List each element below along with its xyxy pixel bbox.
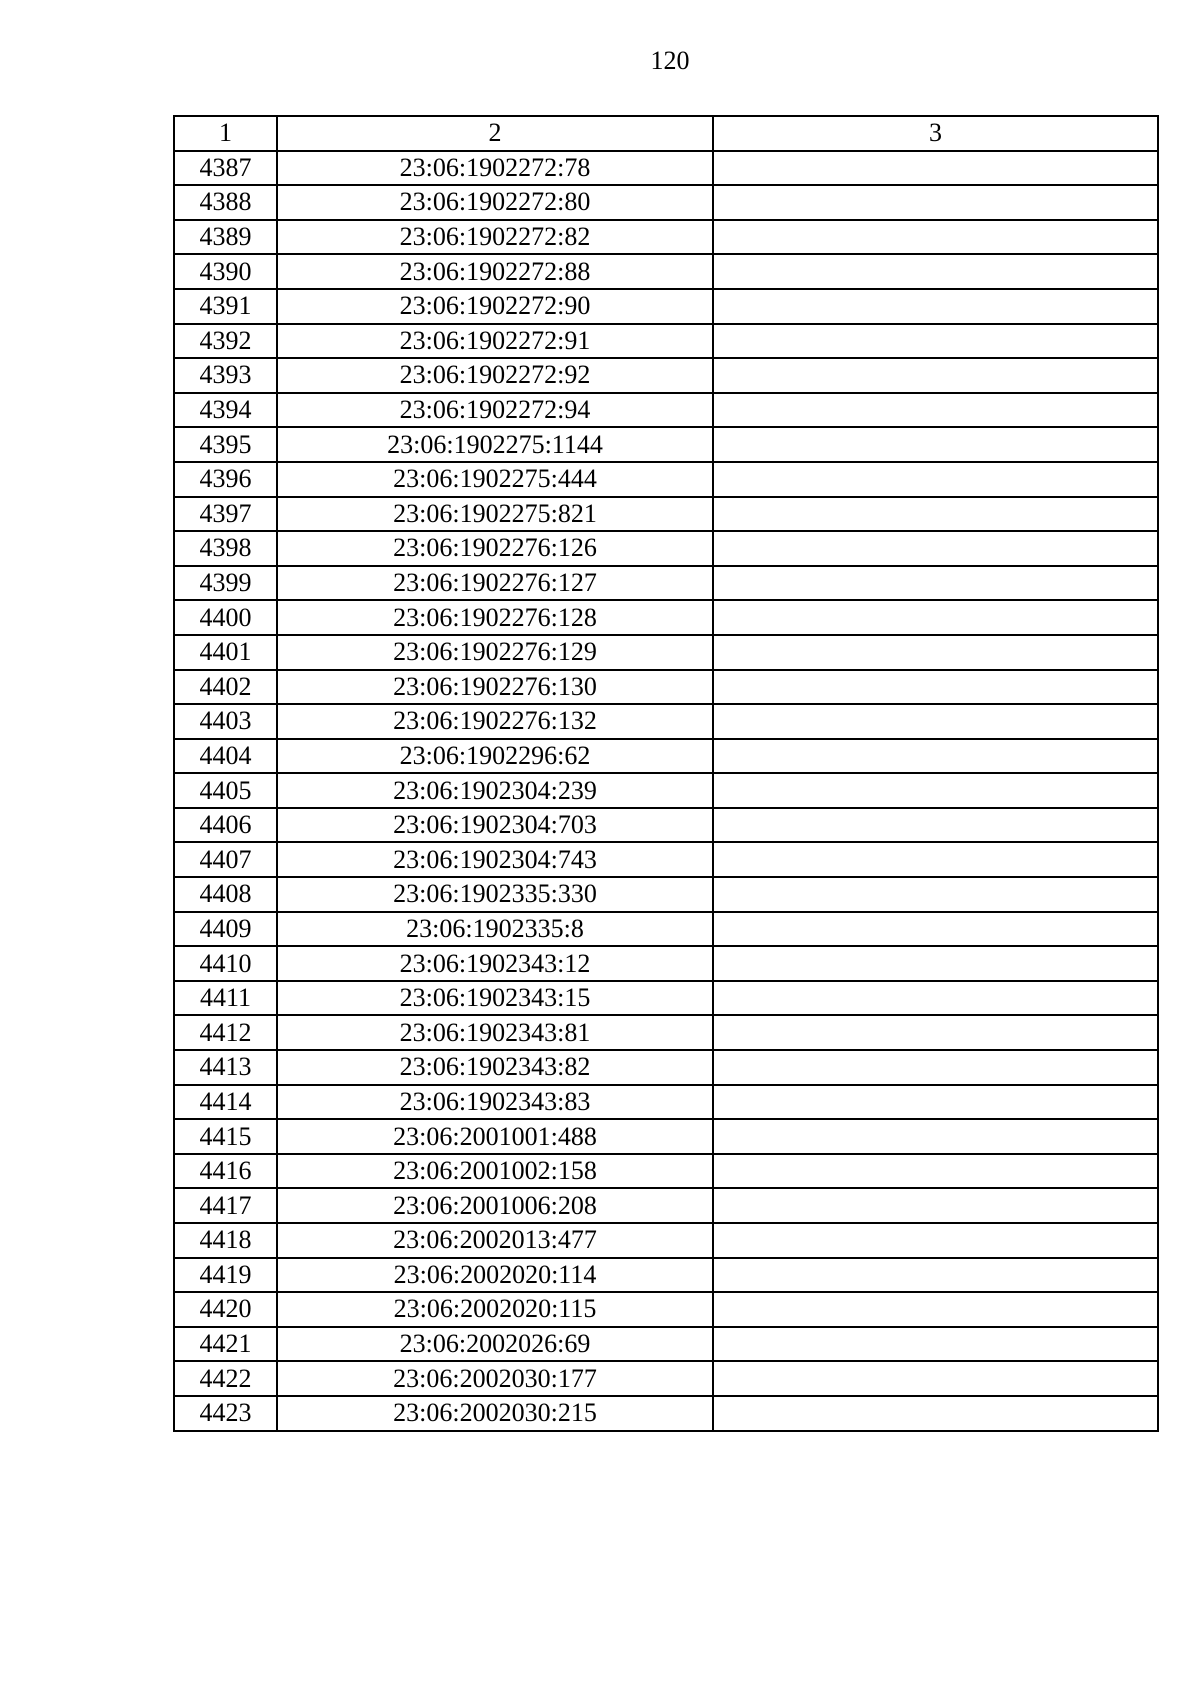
table-row — [174, 1154, 1158, 1189]
cadastral-number-cell: 23:06:1902335:330 — [277, 877, 713, 912]
note-cell — [713, 1015, 1158, 1050]
note-cell — [713, 912, 1158, 947]
note-cell — [713, 1223, 1158, 1258]
cadastral-number-cell: 23:06:1902272:88 — [277, 254, 713, 289]
table-row — [174, 220, 1158, 255]
table-row — [174, 254, 1158, 289]
row-number-cell: 4417 — [174, 1188, 277, 1223]
table-row — [174, 151, 1158, 186]
cadastral-number-cell: 23:06:2002020:115 — [277, 1292, 713, 1327]
cadastral-number-cell: 23:06:1902304:743 — [277, 842, 713, 877]
table-row — [174, 1119, 1158, 1154]
note-cell — [713, 773, 1158, 808]
table-row — [174, 497, 1158, 532]
note-cell — [713, 842, 1158, 877]
note-cell — [713, 1292, 1158, 1327]
table-row — [174, 1292, 1158, 1327]
cadastral-number-cell: 23:06:1902343:15 — [277, 981, 713, 1016]
row-number-cell: 4406 — [174, 808, 277, 843]
table-row — [174, 1015, 1158, 1050]
note-cell — [713, 254, 1158, 289]
cadastral-number-cell: 23:06:1902335:8 — [277, 912, 713, 947]
note-cell — [713, 1258, 1158, 1293]
note-cell — [713, 185, 1158, 220]
page-number: 120 — [650, 46, 690, 75]
note-cell — [713, 1396, 1158, 1431]
row-number-cell: 4390 — [174, 254, 277, 289]
note-cell — [713, 324, 1158, 359]
cadastral-number-cell: 23:06:2002013:477 — [277, 1223, 713, 1258]
cadastral-number-cell: 23:06:1902272:82 — [277, 220, 713, 255]
header-row — [174, 116, 1158, 151]
table-row — [174, 808, 1158, 843]
cadastral-number-cell: 23:06:1902276:127 — [277, 566, 713, 601]
table-row — [174, 289, 1158, 324]
table-row — [174, 531, 1158, 566]
table-row — [174, 773, 1158, 808]
row-number-cell: 4391 — [174, 289, 277, 324]
table-row — [174, 1085, 1158, 1120]
note-cell — [713, 739, 1158, 774]
cadastral-number-cell: 23:06:1902304:703 — [277, 808, 713, 843]
table-row — [174, 427, 1158, 462]
note-cell — [713, 808, 1158, 843]
row-number-cell: 4399 — [174, 566, 277, 601]
cadastral-number-cell: 23:06:2001001:488 — [277, 1119, 713, 1154]
note-cell — [713, 1327, 1158, 1362]
table-body — [174, 151, 1158, 1431]
row-number-cell: 4389 — [174, 220, 277, 255]
row-number-cell: 4407 — [174, 842, 277, 877]
row-number-cell: 4401 — [174, 635, 277, 670]
row-number-cell: 4405 — [174, 773, 277, 808]
table-row — [174, 1050, 1158, 1085]
row-number-cell: 4408 — [174, 877, 277, 912]
table-row — [174, 912, 1158, 947]
row-number-cell: 4422 — [174, 1361, 277, 1396]
cadastral-number-cell: 23:06:1902272:90 — [277, 289, 713, 324]
note-cell — [713, 1050, 1158, 1085]
cadastral-number-cell: 23:06:1902343:12 — [277, 946, 713, 981]
row-number-cell: 4387 — [174, 151, 277, 186]
row-number-cell: 4404 — [174, 739, 277, 774]
cadastral-number-cell: 23:06:1902276:129 — [277, 635, 713, 670]
row-number-cell: 4392 — [174, 324, 277, 359]
note-cell — [713, 289, 1158, 324]
row-number-cell: 4403 — [174, 704, 277, 739]
table-row — [174, 600, 1158, 635]
table-row — [174, 566, 1158, 601]
note-cell — [713, 1361, 1158, 1396]
cadastral-number-cell: 23:06:1902272:80 — [277, 185, 713, 220]
cadastral-number-cell: 23:06:2002020:114 — [277, 1258, 713, 1293]
note-cell — [713, 1119, 1158, 1154]
row-number-cell: 4397 — [174, 497, 277, 532]
table-row — [174, 393, 1158, 428]
table-row — [174, 1327, 1158, 1362]
cadastral-number-cell: 23:06:2001002:158 — [277, 1154, 713, 1189]
cadastral-number-cell: 23:06:1902275:1144 — [277, 427, 713, 462]
row-number-cell: 4388 — [174, 185, 277, 220]
header-cell-2: 2 — [277, 116, 713, 151]
table-row — [174, 1188, 1158, 1223]
table-row — [174, 1223, 1158, 1258]
note-cell — [713, 358, 1158, 393]
table-row — [174, 842, 1158, 877]
note-cell — [713, 1085, 1158, 1120]
table-row — [174, 358, 1158, 393]
table-row — [174, 635, 1158, 670]
note-cell — [713, 1188, 1158, 1223]
row-number-cell: 4396 — [174, 462, 277, 497]
cadastral-number-cell: 23:06:2002030:177 — [277, 1361, 713, 1396]
row-number-cell: 4393 — [174, 358, 277, 393]
row-number-cell: 4394 — [174, 393, 277, 428]
row-number-cell: 4395 — [174, 427, 277, 462]
row-number-cell: 4413 — [174, 1050, 277, 1085]
row-number-cell: 4412 — [174, 1015, 277, 1050]
note-cell — [713, 220, 1158, 255]
note-cell — [713, 670, 1158, 705]
cadastral-number-cell: 23:06:1902276:130 — [277, 670, 713, 705]
note-cell — [713, 877, 1158, 912]
note-cell — [713, 427, 1158, 462]
cadastral-number-cell: 23:06:2002026:69 — [277, 1327, 713, 1362]
cadastral-number-cell: 23:06:1902272:78 — [277, 151, 713, 186]
table-row — [174, 1258, 1158, 1293]
table-row — [174, 946, 1158, 981]
cadastral-number-cell: 23:06:2002030:215 — [277, 1396, 713, 1431]
note-cell — [713, 946, 1158, 981]
note-cell — [713, 981, 1158, 1016]
row-number-cell: 4421 — [174, 1327, 277, 1362]
cadastral-number-cell: 23:06:1902272:92 — [277, 358, 713, 393]
registry-table — [173, 115, 1159, 1432]
note-cell — [713, 462, 1158, 497]
cadastral-number-cell: 23:06:1902276:132 — [277, 704, 713, 739]
header-cell-3: 3 — [713, 116, 1158, 151]
row-number-cell: 4398 — [174, 531, 277, 566]
row-number-cell: 4411 — [174, 981, 277, 1016]
cadastral-number-cell: 23:06:1902343:83 — [277, 1085, 713, 1120]
row-number-cell: 4418 — [174, 1223, 277, 1258]
cadastral-number-cell: 23:06:1902296:62 — [277, 739, 713, 774]
row-number-cell: 4400 — [174, 600, 277, 635]
note-cell — [713, 566, 1158, 601]
table-row — [174, 704, 1158, 739]
cadastral-number-cell: 23:06:1902275:821 — [277, 497, 713, 532]
row-number-cell: 4402 — [174, 670, 277, 705]
cadastral-number-cell: 23:06:1902304:239 — [277, 773, 713, 808]
note-cell — [713, 531, 1158, 566]
cadastral-number-cell: 23:06:1902276:126 — [277, 531, 713, 566]
table-row — [174, 670, 1158, 705]
row-number-cell: 4410 — [174, 946, 277, 981]
note-cell — [713, 600, 1158, 635]
cadastral-number-cell: 23:06:1902272:91 — [277, 324, 713, 359]
note-cell — [713, 704, 1158, 739]
table-header — [174, 116, 1158, 151]
note-cell — [713, 497, 1158, 532]
table-row — [174, 1361, 1158, 1396]
table-row — [174, 981, 1158, 1016]
cadastral-number-cell: 23:06:1902275:444 — [277, 462, 713, 497]
cadastral-number-cell: 23:06:1902276:128 — [277, 600, 713, 635]
row-number-cell: 4414 — [174, 1085, 277, 1120]
row-number-cell: 4409 — [174, 912, 277, 947]
table-row — [174, 462, 1158, 497]
row-number-cell: 4415 — [174, 1119, 277, 1154]
note-cell — [713, 635, 1158, 670]
table-row — [174, 1396, 1158, 1431]
row-number-cell: 4419 — [174, 1258, 277, 1293]
note-cell — [713, 151, 1158, 186]
table-row — [174, 185, 1158, 220]
table-row — [174, 739, 1158, 774]
row-number-cell: 4423 — [174, 1396, 277, 1431]
table-row — [174, 877, 1158, 912]
cadastral-number-cell: 23:06:1902343:82 — [277, 1050, 713, 1085]
note-cell — [713, 1154, 1158, 1189]
cadastral-number-cell: 23:06:1902272:94 — [277, 393, 713, 428]
cadastral-number-cell: 23:06:1902343:81 — [277, 1015, 713, 1050]
cadastral-number-cell: 23:06:2001006:208 — [277, 1188, 713, 1223]
note-cell — [713, 393, 1158, 428]
table-row — [174, 324, 1158, 359]
header-cell-1: 1 — [174, 116, 277, 151]
row-number-cell: 4416 — [174, 1154, 277, 1189]
row-number-cell: 4420 — [174, 1292, 277, 1327]
